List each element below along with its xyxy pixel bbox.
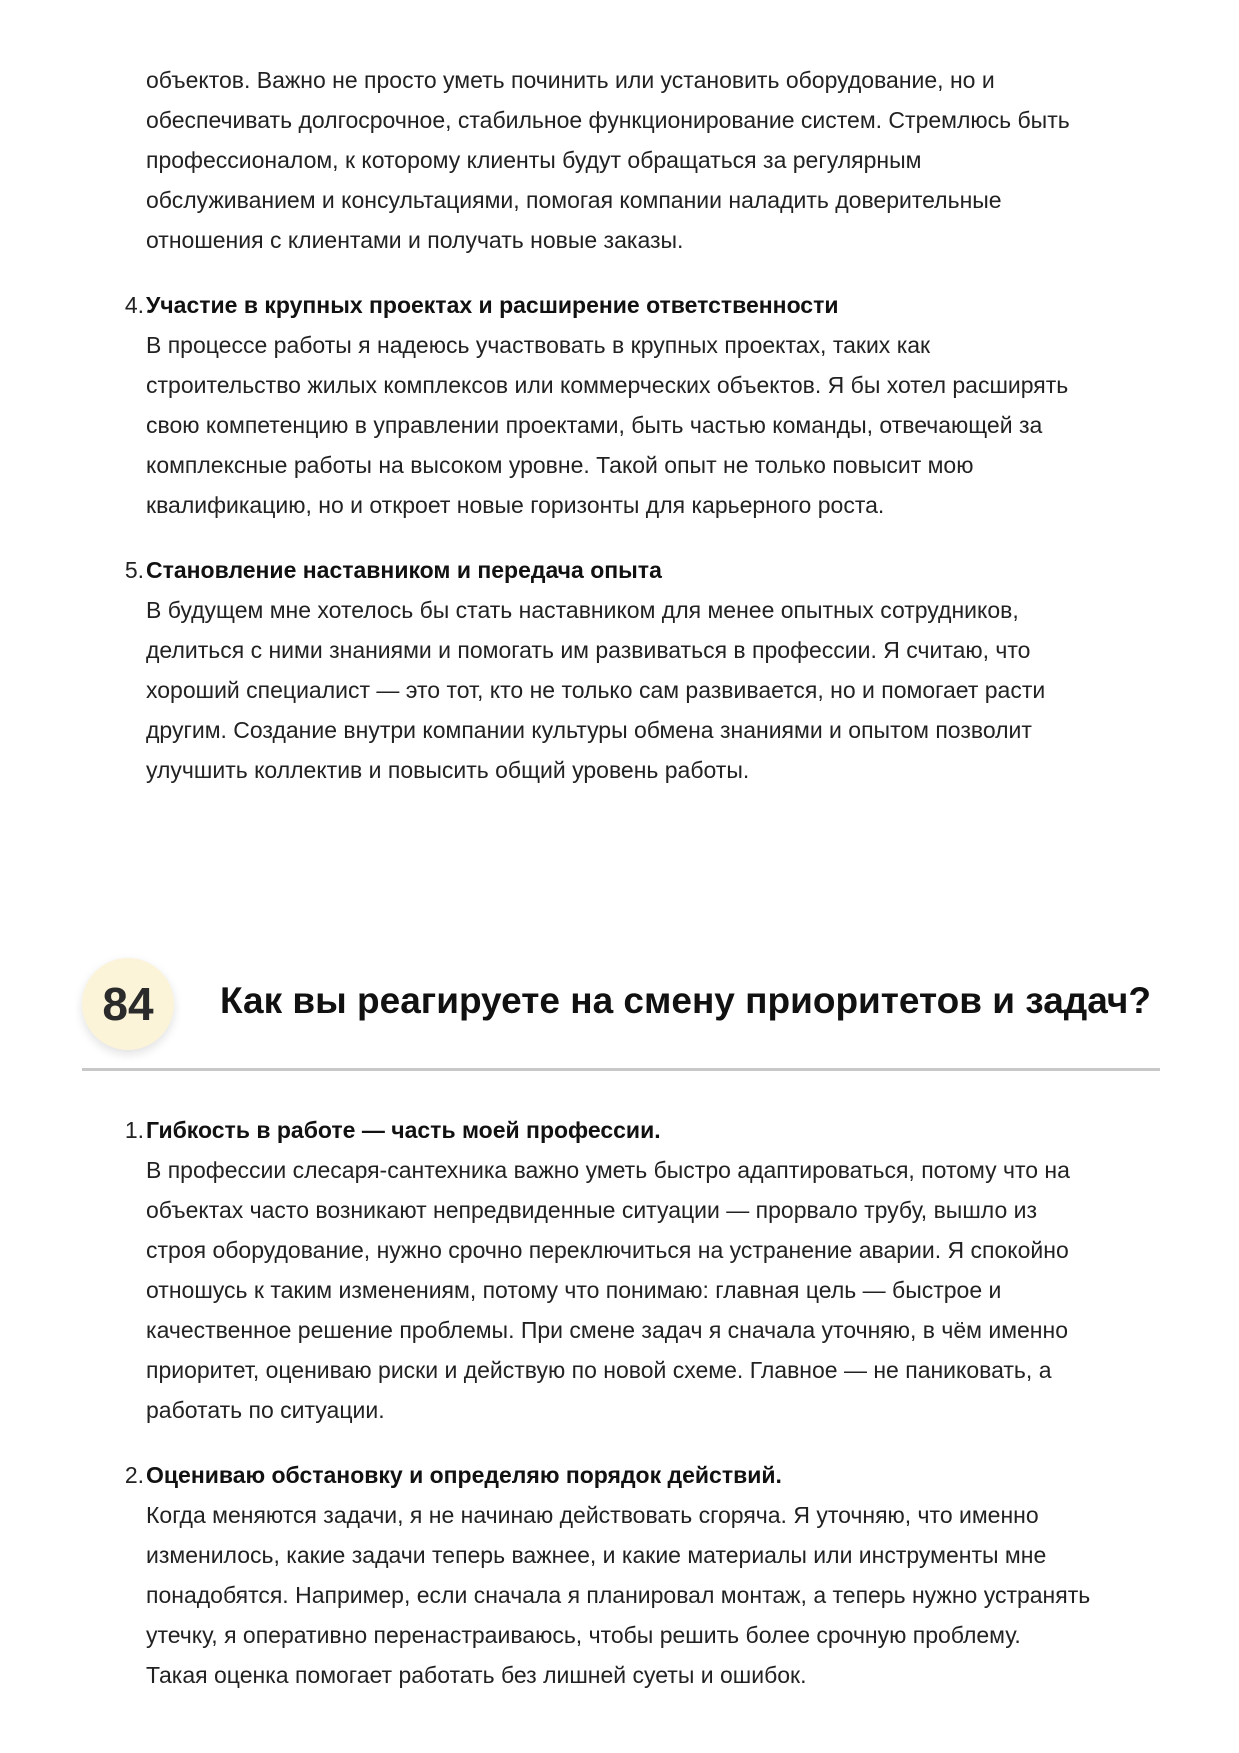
intro-line: отношения с клиентами и получать новые заказы.	[146, 227, 684, 253]
text-line: В профессии слесаря-сантехника важно уметь быстро адаптироваться, потому что на	[146, 1157, 1070, 1183]
list-item	[108, 1455, 1178, 1695]
section-title: Как вы реагируете на смену приоритетов и задач?	[220, 980, 1151, 1021]
list-item-number: 2.	[124, 1462, 144, 1488]
text-line: понадобятся. Например, если сначала я планировал монтаж, а теперь нужно устранять	[146, 1582, 1091, 1608]
text-line: строя оборудование, нужно срочно переключиться на устранение аварии. Я спокойно	[146, 1237, 1069, 1263]
list-item-text	[146, 325, 1178, 525]
text-line: другим. Создание внутри компании культуры обмена знаниями и опытом позволит	[146, 717, 1032, 743]
list-item-title: Гибкость в работе — часть моей профессии.	[146, 1117, 661, 1143]
section-number-badge: 84	[82, 958, 174, 1050]
text-line: работать по ситуации.	[146, 1397, 385, 1423]
list-item-title: Становление наставником и передача опыта	[146, 557, 662, 583]
text-line: свою компетенцию в управлении проектами, быть частью команды, отвечающей за	[146, 412, 1043, 438]
intro-paragraph	[146, 60, 1166, 260]
list-item	[108, 285, 1178, 525]
intro-line: обеспечивать долгосрочное, стабильное функционирование систем. Стремлюсь быть	[146, 107, 1070, 133]
section-header	[82, 958, 1160, 1078]
list-item-number: 5.	[124, 557, 144, 583]
list-item	[108, 1110, 1178, 1430]
text-line: утечку, я оперативно перенастраиваюсь, чтобы решить более срочную проблему.	[146, 1622, 1021, 1648]
text-line: хороший специалист — это тот, кто не только сам развивается, но и помогает расти	[146, 677, 1046, 703]
list-item-title: Оцениваю обстановку и определяю порядок действий.	[146, 1462, 782, 1488]
text-line: улучшить коллектив и повысить общий уровень работы.	[146, 757, 750, 783]
list-item-number: 4.	[124, 292, 144, 318]
text-line: В будущем мне хотелось бы стать наставником для менее опытных сотрудников,	[146, 597, 1019, 623]
text-line: комплексные работы на высоком уровне. Такой опыт не только повысит мою	[146, 452, 974, 478]
text-line: изменилось, какие задачи теперь важнее, и какие материалы или инструменты мне	[146, 1542, 1047, 1568]
text-line: квалификацию, но и откроет новые горизонты для карьерного роста.	[146, 492, 885, 518]
text-line: отношусь к таким изменениям, потому что понимаю: главная цель — быстрое и	[146, 1277, 1002, 1303]
text-line: В процессе работы я надеюсь участвовать в крупных проектах, таких как	[146, 332, 931, 358]
text-line: приоритет, оцениваю риски и действую по новой схеме. Главное — не паниковать, а	[146, 1357, 1052, 1383]
section-divider	[82, 1068, 1160, 1071]
text-line: объектах часто возникают непредвиденные ситуации — прорвало трубу, вышло из	[146, 1197, 1038, 1223]
list-item-text	[146, 590, 1178, 790]
list-item-text	[146, 1150, 1178, 1430]
text-line: Когда меняются задачи, я не начинаю действовать сгоряча. Я уточняю, что именно	[146, 1502, 1039, 1528]
text-line: Такая оценка помогает работать без лишней суеты и ошибок.	[146, 1662, 807, 1688]
list-item	[108, 550, 1178, 790]
text-line: строительство жилых комплексов или коммерческих объектов. Я бы хотел расширять	[146, 372, 1069, 398]
text-line: качественное решение проблемы. При смене задач я сначала уточняю, в чём именно	[146, 1317, 1068, 1343]
list-item-text	[146, 1495, 1178, 1695]
list-item-number: 1.	[124, 1117, 144, 1143]
text-line: делиться с ними знаниями и помогать им развиваться в профессии. Я считаю, что	[146, 637, 1031, 663]
list-item-title: Участие в крупных проектах и расширение ответственности	[146, 292, 839, 318]
intro-line: профессионалом, к которому клиенты будут обращаться за регулярным	[146, 147, 922, 173]
intro-line: обслуживанием и консультациями, помогая компании наладить доверительные	[146, 187, 1002, 213]
intro-line: объектов. Важно не просто уметь починить или установить оборудование, но и	[146, 67, 995, 93]
